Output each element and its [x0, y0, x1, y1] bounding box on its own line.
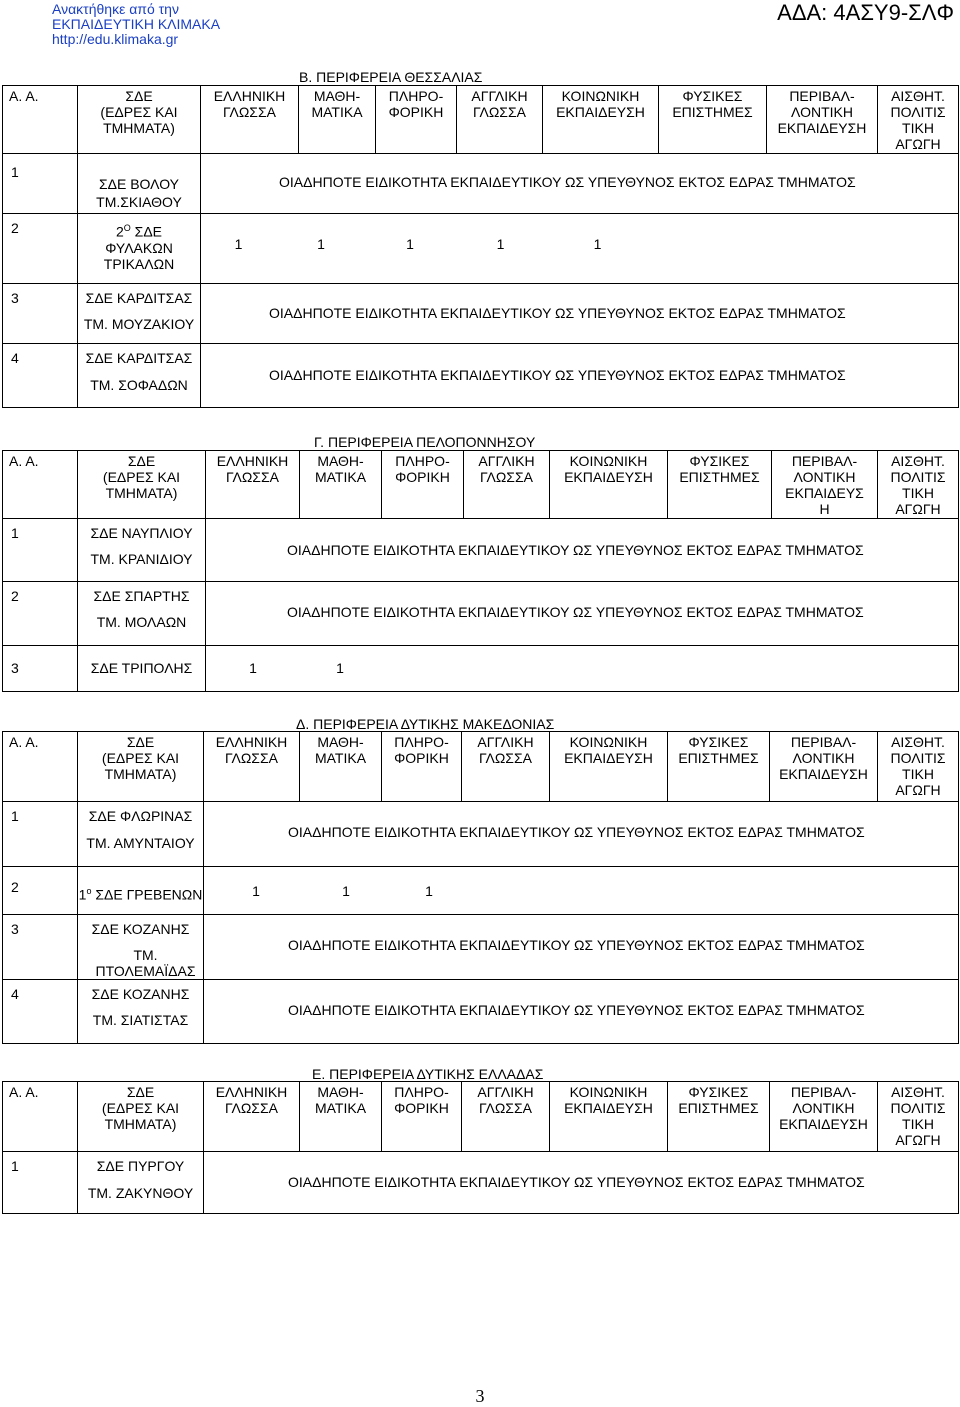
section-g-title: Γ. ΠΕΡΙΦΕΡΕΙΑ ΠΕΛΟΠΟΝΝΗΣΟΥ: [314, 434, 536, 450]
sde-name: ΣΔΕ ΝΑΥΠΛΙΟΥ: [90, 525, 193, 541]
col-social-header: ΚΟΙΝΩΝΙΚΗ ΕΚΠΑΙΔΕΥΣΗ: [550, 451, 668, 519]
col-math-header: ΜΑΘΗ- ΜΑΤΙΚΑ: [300, 451, 382, 519]
sde-name: ΣΔΕ ΚΟΖΑΝΗΣ: [91, 921, 190, 937]
sde-name: ΣΔΕ ΚΑΡΔΙΤΣΑΣ: [85, 290, 193, 306]
sde-branch: ΤΜ. ΖΑΚΥΝΘΟΥ: [87, 1185, 194, 1201]
sde-line-3: ΤΡΙΚΑΛΩΝ: [103, 255, 175, 272]
col-art-header: ΑΙΣΘΗΤ. ΠΟΛΙΤΙΣ ΤΙΚΗ ΑΓΩΓΗ: [878, 451, 959, 519]
count-english: 1: [496, 236, 505, 252]
count-math: 1: [342, 883, 350, 899]
sde-name: ΣΔΕ ΣΠΑΡΤΗΣ: [93, 588, 190, 604]
row-number: 1: [11, 1158, 19, 1174]
col-greek-header: ΕΛΛΗΝΙΚΗ ΓΛΩΣΣΑ: [206, 451, 300, 519]
table-row: [3, 344, 959, 408]
sde-name: ΣΔΕ ΠΥΡΓΟΥ: [96, 1158, 185, 1174]
col-sde-header: ΣΔΕ (ΕΔΡΕΣ ΚΑΙ ΤΜΗΜΑΤΑ): [78, 86, 201, 154]
section-b-table: [2, 85, 959, 408]
table-row: [3, 519, 959, 582]
sde-name: ΣΔΕ ΚΑΡΔΙΤΣΑΣ: [85, 350, 193, 366]
sde-name: $2^O$ ΣΔΕ: [115, 223, 163, 240]
col-environment-header: ΠΕΡΙΒΑΛ- ΛΟΝΤΙΚΗ ΕΚΠΑΙΔΕΥΣΗ: [770, 1082, 878, 1152]
row-number: 3: [11, 921, 19, 937]
source-line-2: ΕΚΠΑΙΔΕΥΤΙΚΗ ΚΛΙΜΑΚΑ: [52, 16, 221, 32]
col-aa-header: Α. Α.: [9, 453, 39, 469]
note-text: ΟΙΑΔΗΠΟΤΕ ΕΙΔΙΚΟΤΗΤΑ ΕΚΠΑΙΔΕΥΤΙΚΟΥ ΩΣ ΥΠΕΥΘΥΝΟΣ ΕΚΤΟΣ ΕΔΡΑΣ ΤΜΗΜΑΤΟΣ: [287, 604, 864, 620]
section-d-title: Δ. ΠΕΡΙΦΕΡΕΙΑ ΔΥΤΙΚΗΣ ΜΑΚΕΔΟΝΙΑΣ: [296, 716, 555, 732]
col-environment-header: ΠΕΡΙΒΑΛ- ΛΟΝΤΙΚΗ ΕΚΠΑΙΔΕΥΣΗ: [770, 732, 878, 802]
sde-branch: ΤΜ. ΜΟΥΖΑΚΙΟΥ: [83, 316, 195, 332]
col-info-header: ΠΛΗΡΟ- ΦΟΡΙΚΗ: [376, 86, 457, 154]
table-row: [3, 582, 959, 646]
col-social-header: ΚΟΙΝΩΝΙΚΗ ΕΚΠΑΙΔΕΥΣΗ: [550, 732, 668, 802]
source-attribution: [52, 2, 220, 47]
col-math-header: ΜΑΘΗ- ΜΑΤΙΚΑ: [299, 86, 376, 154]
table-row: [3, 980, 959, 1044]
sde-branch: ΤΜ.ΣΚΙΑΘΟΥ: [96, 194, 182, 210]
table-row: [3, 915, 959, 980]
count-info: 1: [425, 883, 433, 899]
section-g-table: [2, 450, 959, 692]
col-environment-header: ΠΕΡΙΒΑΛ- ΛΟΝΤΙΚΗ ΕΚΠΑΙΔΕΥΣΗ: [767, 86, 878, 154]
col-aa-header: Α. Α.: [9, 88, 39, 104]
note-text: ΟΙΑΔΗΠΟΤΕ ΕΙΔΙΚΟΤΗΤΑ ΕΚΠΑΙΔΕΥΤΙΚΟΥ ΩΣ ΥΠΕΥΘΥΝΟΣ ΕΚΤΟΣ ΕΔΡΑΣ ΤΜΗΜΑΤΟΣ: [269, 367, 846, 383]
row-number: 1: [11, 808, 19, 824]
col-physics-header: ΦΥΣΙΚΕΣ ΕΠΙΣΤΗΜΕΣ: [668, 451, 772, 519]
col-english-header: ΑΓΓΛΙΚΗ ΓΛΩΣΣΑ: [462, 1082, 550, 1152]
note-text: ΟΙΑΔΗΠΟΤΕ ΕΙΔΙΚΟΤΗΤΑ ΕΚΠΑΙΔΕΥΤΙΚΟΥ ΩΣ ΥΠΕΥΘΥΝΟΣ ΕΚΤΟΣ ΕΔΡΑΣ ΤΜΗΜΑΤΟΣ: [269, 305, 846, 321]
col-physics-header: ΦΥΣΙΚΕΣ ΕΠΙΣΤΗΜΕΣ: [659, 86, 767, 154]
sde-branch: ΤΜ. ΚΡΑΝΙΔΙΟΥ: [90, 551, 193, 567]
table-row: [3, 284, 959, 344]
col-info-header: ΠΛΗΡΟ- ΦΟΡΙΚΗ: [382, 1082, 462, 1152]
note-text: ΟΙΑΔΗΠΟΤΕ ΕΙΔΙΚΟΤΗΤΑ ΕΚΠΑΙΔΕΥΤΙΚΟΥ ΩΣ ΥΠΕΥΘΥΝΟΣ ΕΚΤΟΣ ΕΔΡΑΣ ΤΜΗΜΑΤΟΣ: [287, 542, 864, 558]
note-text: ΟΙΑΔΗΠΟΤΕ ΕΙΔΙΚΟΤΗΤΑ ΕΚΠΑΙΔΕΥΤΙΚΟΥ ΩΣ ΥΠΕΥΘΥΝΟΣ ΕΚΤΟΣ ΕΔΡΑΣ ΤΜΗΜΑΤΟΣ: [288, 824, 865, 840]
header-row: [3, 451, 959, 519]
col-social-header: ΚΟΙΝΩΝΙΚΗ ΕΚΠΑΙΔΕΥΣΗ: [550, 1082, 668, 1152]
row-number: 3: [11, 290, 19, 306]
section-d-table: [2, 731, 959, 1044]
sde-name: $1^o$ ΣΔΕ ΓΡΕΒΕΝΩΝ: [78, 886, 203, 903]
table-row: [3, 867, 959, 915]
col-aa-header: Α. Α.: [9, 734, 39, 750]
col-art-header: ΑΙΣΘΗΤ. ΠΟΛΙΤΙΣ ΤΙΚΗ ΑΓΩΓΗ: [878, 86, 959, 154]
sde-line-2: ΦΥΛΑΚΩΝ: [105, 239, 173, 256]
sde-branch: ΤΜ. ΣΟΦΑΔΩΝ: [90, 377, 188, 393]
note-text: ΟΙΑΔΗΠΟΤΕ ΕΙΔΙΚΟΤΗΤΑ ΕΚΠΑΙΔΕΥΤΙΚΟΥ ΩΣ ΥΠΕΥΘΥΝΟΣ ΕΚΤΟΣ ΕΔΡΑΣ ΤΜΗΜΑΤΟΣ: [279, 174, 856, 190]
table-row: [3, 214, 959, 284]
section-e-title: Ε. ΠΕΡΙΦΕΡΕΙΑ ΔΥΤΙΚΗΣ ΕΛΛΑΔΑΣ: [312, 1066, 544, 1082]
count-math: 1: [317, 236, 325, 252]
col-environment-header: ΠΕΡΙΒΑΛ- ΛΟΝΤΙΚΗ ΕΚΠΑΙΔΕΥΣ Η: [772, 451, 878, 519]
row-number: 2: [11, 588, 19, 604]
col-art-header: ΑΙΣΘΗΤ. ΠΟΛΙΤΙΣ ΤΙΚΗ ΑΓΩΓΗ: [878, 732, 959, 802]
table-row: [3, 1152, 959, 1214]
col-sde-header: ΣΔΕ (ΕΔΡΕΣ ΚΑΙ ΤΜΗΜΑΤΑ): [78, 1082, 204, 1152]
col-physics-header: ΦΥΣΙΚΕΣ ΕΠΙΣΤΗΜΕΣ: [668, 732, 770, 802]
col-english-header: ΑΓΓΛΙΚΗ ΓΛΩΣΣΑ: [462, 732, 550, 802]
col-english-header: ΑΓΓΛΙΚΗ ΓΛΩΣΣΑ: [457, 86, 543, 154]
section-b-title: Β. ΠΕΡΙΦΕΡΕΙΑ ΘΕΣΣΑΛΙΑΣ: [299, 69, 483, 85]
page-number: 3: [475, 1386, 485, 1406]
count-math: 1: [336, 660, 344, 676]
sde-branch: ΤΜ. ΜΟΛΑΩΝ: [96, 614, 187, 630]
count-social: 1: [593, 236, 602, 252]
row-number: 3: [11, 660, 19, 676]
col-greek-header: ΕΛΛΗΝΙΚΗ ΓΛΩΣΣΑ: [204, 1082, 300, 1152]
col-math-header: ΜΑΘΗ- ΜΑΤΙΚΑ: [300, 732, 382, 802]
row-number: 2: [11, 220, 19, 236]
header-row: [3, 86, 959, 154]
col-social-header: ΚΟΙΝΩΝΙΚΗ ΕΚΠΑΙΔΕΥΣΗ: [543, 86, 659, 154]
row-number: 2: [11, 879, 19, 895]
row-number: 4: [11, 350, 19, 366]
sde-branch: ΤΜ. ΣΙΑΤΙΣΤΑΣ: [92, 1012, 189, 1028]
note-text: ΟΙΑΔΗΠΟΤΕ ΕΙΔΙΚΟΤΗΤΑ ΕΚΠΑΙΔΕΥΤΙΚΟΥ ΩΣ ΥΠΕΥΘΥΝΟΣ ΕΚΤΟΣ ΕΔΡΑΣ ΤΜΗΜΑΤΟΣ: [288, 937, 865, 953]
col-greek-header: ΕΛΛΗΝΙΚΗ ΓΛΩΣΣΑ: [204, 732, 300, 802]
row-number: 1: [11, 164, 19, 180]
source-line-1: Ανακτήθηκε από την: [52, 1, 179, 17]
col-sde-header: ΣΔΕ (ΕΔΡΕΣ ΚΑΙ ΤΜΗΜΑΤΑ): [78, 732, 204, 802]
sde-name: ΣΔΕ ΚΟΖΑΝΗΣ: [91, 986, 190, 1002]
col-physics-header: ΦΥΣΙΚΕΣ ΕΠΙΣΤΗΜΕΣ: [668, 1082, 770, 1152]
ada-code: ΑΔΑ: 4ΑΣΥ9-ΣΛΦ: [777, 0, 954, 25]
note-text: ΟΙΑΔΗΠΟΤΕ ΕΙΔΙΚΟΤΗΤΑ ΕΚΠΑΙΔΕΥΤΙΚΟΥ ΩΣ ΥΠΕΥΘΥΝΟΣ ΕΚΤΟΣ ΕΔΡΑΣ ΤΜΗΜΑΤΟΣ: [288, 1002, 865, 1018]
source-link[interactable]: http://edu.klimaka.gr: [52, 31, 179, 47]
col-english-header: ΑΓΓΛΙΚΗ ΓΛΩΣΣΑ: [464, 451, 550, 519]
col-art-header: ΑΙΣΘΗΤ. ΠΟΛΙΤΙΣ ΤΙΚΗ ΑΓΩΓΗ: [878, 1082, 959, 1152]
count-greek: 1: [234, 236, 243, 252]
sde-name: ΣΔΕ ΒΟΛΟΥ: [98, 176, 180, 192]
sde-name: ΣΔΕ ΦΛΩΡΙΝΑΣ: [88, 808, 193, 824]
sde-branch: ΤΜ. ΑΜΥΝΤΑΙΟΥ: [86, 835, 195, 851]
row-number: 4: [11, 986, 19, 1002]
row-number: 1: [11, 525, 19, 541]
table-row: [3, 646, 959, 692]
table-row: [3, 154, 959, 214]
col-info-header: ΠΛΗΡΟ- ΦΟΡΙΚΗ: [382, 732, 462, 802]
col-math-header: ΜΑΘΗ- ΜΑΤΙΚΑ: [300, 1082, 382, 1152]
count-greek: 1: [249, 660, 257, 676]
count-info: 1: [406, 236, 414, 252]
header-row: [3, 1082, 959, 1152]
note-text: ΟΙΑΔΗΠΟΤΕ ΕΙΔΙΚΟΤΗΤΑ ΕΚΠΑΙΔΕΥΤΙΚΟΥ ΩΣ ΥΠΕΥΘΥΝΟΣ ΕΚΤΟΣ ΕΔΡΑΣ ΤΜΗΜΑΤΟΣ: [288, 1174, 865, 1190]
col-sde-header: ΣΔΕ (ΕΔΡΕΣ ΚΑΙ ΤΜΗΜΑΤΑ): [78, 451, 206, 519]
sde-name: ΣΔΕ ΤΡΙΠΟΛΗΣ: [90, 660, 193, 676]
header-row: [3, 732, 959, 802]
section-e-table: [2, 1081, 959, 1214]
col-info-header: ΠΛΗΡΟ- ΦΟΡΙΚΗ: [382, 451, 464, 519]
col-aa-header: Α. Α.: [9, 1084, 39, 1100]
col-greek-header: ΕΛΛΗΝΙΚΗ ΓΛΩΣΣΑ: [201, 86, 299, 154]
sde-branch: ΤΜ. ΠΤΟΛΕΜΑΪΔΑΣ: [95, 947, 196, 979]
count-greek: 1: [252, 883, 260, 899]
table-row: [3, 802, 959, 867]
